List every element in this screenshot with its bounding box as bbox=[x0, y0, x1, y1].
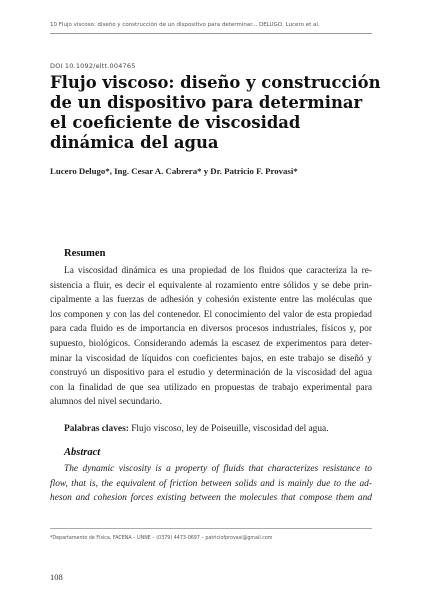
text-line: alumnos del nivel secundario. bbox=[50, 397, 162, 408]
text-line: supuesto, biológicos. Considerando además la escasez de experimentos para deter- bbox=[50, 338, 372, 349]
resumen-paragraph bbox=[50, 264, 372, 410]
abstract-paragraph bbox=[50, 462, 372, 506]
title-line: el coeficiente de viscosidad bbox=[50, 113, 301, 132]
footnote-rule bbox=[50, 528, 372, 529]
page-number: 108 bbox=[50, 572, 63, 582]
abstract-heading: Abstract bbox=[64, 447, 101, 458]
author-list: Lucero Delugo*, Ing. Cesar A. Cabrera* y Dr. Patricio F. Provasi* bbox=[50, 166, 298, 176]
text-line: cipalmente a las fuerzas de adhesión y cohesión existente entre las moléculas que bbox=[50, 295, 372, 306]
keywords-label: Palabras claves: bbox=[64, 424, 129, 434]
doi-label: DOI 10.1092/eltt.004765 bbox=[50, 62, 136, 70]
text-line: sistencia a fluir, es decir el equivalente al rozamiento entre sólidos y se debe prin- bbox=[50, 280, 372, 291]
text-line: minar la viscosidad de líquidos con coeficientes bajos, en este trabajo se diseñó y bbox=[50, 353, 372, 364]
article-title bbox=[50, 73, 380, 153]
header-rule bbox=[50, 33, 372, 34]
text-line: para cada fluido es de importancia en diversos procesos industriales, físicos y, por bbox=[50, 324, 372, 335]
text-line: heson and cohesion forces existing between the molecules that compose them and bbox=[50, 493, 372, 504]
title-line: de un dispositivo para determinar bbox=[50, 93, 363, 112]
text-line: con la finalidad de que sea utilizado en propuestas de trabajo experimental para bbox=[50, 382, 372, 393]
keywords-text: Flujo viscoso, ley de Poiseuille, viscosidad del agua. bbox=[128, 424, 329, 434]
footnote: *Departamento de Física, FACENA – UNNE – (0379) 4473-0697 – patriciofprovasi@gmail.com bbox=[50, 536, 273, 541]
text-line: flow, that is, the equivalent of friction between solids and is mainly due to the ad- bbox=[50, 478, 372, 489]
text-line: La viscosidad dinámica es una propiedad de los fluidos que caracteriza la re- bbox=[64, 266, 372, 276]
text-line: The dynamic viscosity is a property of fluids that characterizes resistance to bbox=[64, 464, 372, 474]
title-line: Flujo viscoso: diseño y construcción bbox=[50, 73, 381, 92]
resumen-heading: Resumen bbox=[64, 248, 106, 259]
keywords bbox=[64, 424, 329, 434]
title-line: dinámica del agua bbox=[50, 133, 219, 152]
running-header: 10 Flujo viscoso: diseño y construcción de un dispositivo para determinar... DELUGO, Lucero et al. bbox=[50, 22, 320, 28]
text-line: los componen y con las del contenedor. El conocimiento del valor de esta propiedad bbox=[50, 309, 372, 320]
text-line: construyó un dispositivo para el estudio y determinación de la viscosidad del agua bbox=[50, 368, 372, 379]
